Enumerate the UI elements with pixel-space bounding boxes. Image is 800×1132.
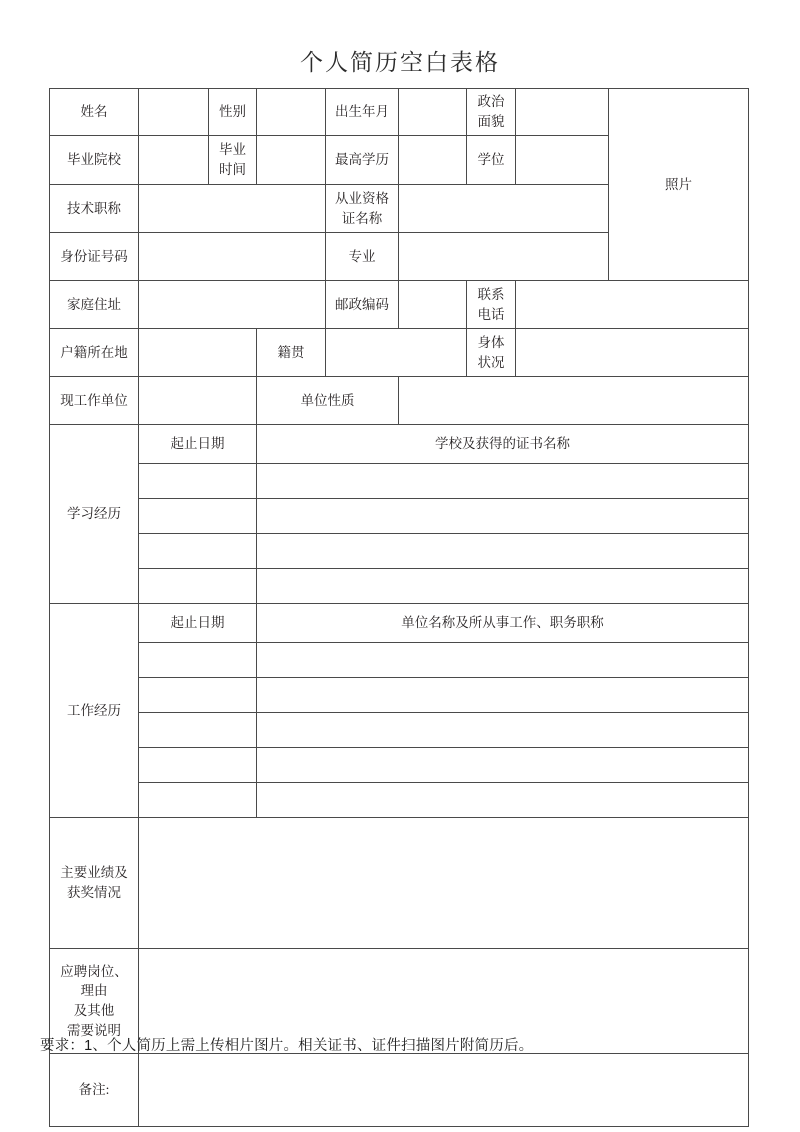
study-date-cell[interactable] — [139, 464, 257, 499]
work-row — [50, 748, 749, 783]
remarks-row — [50, 1054, 749, 1127]
label-qualification-certificate: 从业资格 证名称 — [326, 185, 399, 233]
field-achievements[interactable] — [139, 818, 749, 949]
label-graduated-school: 毕业院校 — [50, 136, 139, 185]
study-date-cell[interactable] — [139, 499, 257, 534]
label-id-number: 身份证号码 — [50, 233, 139, 281]
field-native-place[interactable] — [326, 329, 467, 377]
field-technical-title[interactable] — [139, 185, 326, 233]
study-row — [50, 464, 749, 499]
work-date-cell[interactable] — [139, 678, 257, 713]
label-study-experience: 学习经历 — [50, 425, 139, 604]
label-name: 姓名 — [50, 89, 139, 136]
field-graduated-school[interactable] — [139, 136, 209, 185]
label-current-employer: 现工作单位 — [50, 377, 139, 425]
label-achievements — [50, 818, 139, 949]
work-col-detail: 单位名称及所从事工作、职务职称 — [257, 604, 749, 643]
study-col-detail: 学校及获得的证书名称 — [257, 425, 749, 464]
label-postal-code: 邮政编码 — [326, 281, 399, 329]
work-header-row — [50, 604, 749, 643]
label-registered-residence: 户籍所在地 — [50, 329, 139, 377]
study-detail-cell[interactable] — [257, 569, 749, 604]
study-date-cell[interactable] — [139, 534, 257, 569]
work-date-cell[interactable] — [139, 643, 257, 678]
study-detail-cell[interactable] — [257, 534, 749, 569]
label-birthdate: 出生年月 — [326, 89, 399, 136]
label-application-line2: 理由 — [80, 983, 108, 999]
label-health-status: 身体 状况 — [467, 329, 516, 377]
label-achievements-line1: 主要业绩及 — [60, 865, 128, 881]
table-row-current-employer — [50, 377, 749, 425]
label-application-line3: 及其他 — [73, 1003, 115, 1018]
study-detail-cell[interactable] — [257, 499, 749, 534]
label-application-line4: 需要说明 — [67, 1022, 121, 1038]
label-gender: 性别 — [209, 89, 257, 136]
study-date-cell[interactable] — [139, 569, 257, 604]
resume-table — [49, 88, 749, 1127]
study-col-date: 起止日期 — [139, 425, 257, 464]
work-row — [50, 678, 749, 713]
label-highest-education: 最高学历 — [326, 136, 399, 185]
study-row — [50, 534, 749, 569]
work-date-cell[interactable] — [139, 748, 257, 783]
work-detail-cell[interactable] — [257, 713, 749, 748]
label-achievements-line2: 获奖情况 — [67, 885, 121, 900]
field-id-number[interactable] — [139, 233, 326, 281]
work-row — [50, 643, 749, 678]
work-detail-cell[interactable] — [257, 748, 749, 783]
label-major: 专业 — [326, 233, 399, 281]
work-row — [50, 783, 749, 818]
label-work-experience: 工作经历 — [50, 604, 139, 818]
field-postal-code[interactable] — [399, 281, 467, 329]
field-birthdate[interactable] — [399, 89, 467, 136]
work-col-date: 起止日期 — [139, 604, 257, 643]
work-date-cell[interactable] — [139, 713, 257, 748]
field-highest-education[interactable] — [399, 136, 467, 185]
study-row — [50, 569, 749, 604]
label-native-place: 籍贯 — [257, 329, 326, 377]
photo-placeholder[interactable]: 照片 — [609, 89, 749, 281]
label-political-status: 政治 面貌 — [467, 89, 516, 136]
label-employer-type: 单位性质 — [257, 377, 399, 425]
field-degree[interactable] — [516, 136, 609, 185]
field-gender[interactable] — [257, 89, 326, 136]
table-row-name — [50, 89, 749, 136]
page-title: 个人简历空白表格 — [300, 50, 500, 75]
field-graduation-time[interactable] — [257, 136, 326, 185]
label-home-address: 家庭住址 — [50, 281, 139, 329]
label-remarks: 备注: — [50, 1054, 139, 1127]
field-registered-residence[interactable] — [139, 329, 257, 377]
label-technical-title: 技术职称 — [50, 185, 139, 233]
work-date-cell[interactable] — [139, 783, 257, 818]
field-home-address[interactable] — [139, 281, 326, 329]
field-qualification-certificate[interactable] — [399, 185, 609, 233]
field-employer-type[interactable] — [399, 377, 749, 425]
work-detail-cell[interactable] — [257, 678, 749, 713]
footer-requirement-note: 要求：1、个人简历上需上传相片图片。相关证书、证件扫描图片附简历后。 — [40, 1038, 534, 1054]
field-phone[interactable] — [516, 281, 749, 329]
field-political-status[interactable] — [516, 89, 609, 136]
study-row — [50, 499, 749, 534]
label-degree: 学位 — [467, 136, 516, 185]
label-application-line1: 应聘岗位、 — [60, 963, 128, 979]
field-current-employer[interactable] — [139, 377, 257, 425]
work-detail-cell[interactable] — [257, 643, 749, 678]
field-major[interactable] — [399, 233, 609, 281]
study-detail-cell[interactable] — [257, 464, 749, 499]
work-row — [50, 713, 749, 748]
field-name[interactable] — [139, 89, 209, 136]
achievements-row — [50, 818, 749, 949]
table-row-home-address — [50, 281, 749, 329]
table-row-registered-residence — [50, 329, 749, 377]
field-remarks[interactable] — [139, 1054, 749, 1127]
field-health-status[interactable] — [516, 329, 749, 377]
work-detail-cell[interactable] — [257, 783, 749, 818]
label-phone: 联系 电话 — [467, 281, 516, 329]
study-header-row — [50, 425, 749, 464]
label-graduation-time: 毕业 时间 — [209, 136, 257, 185]
